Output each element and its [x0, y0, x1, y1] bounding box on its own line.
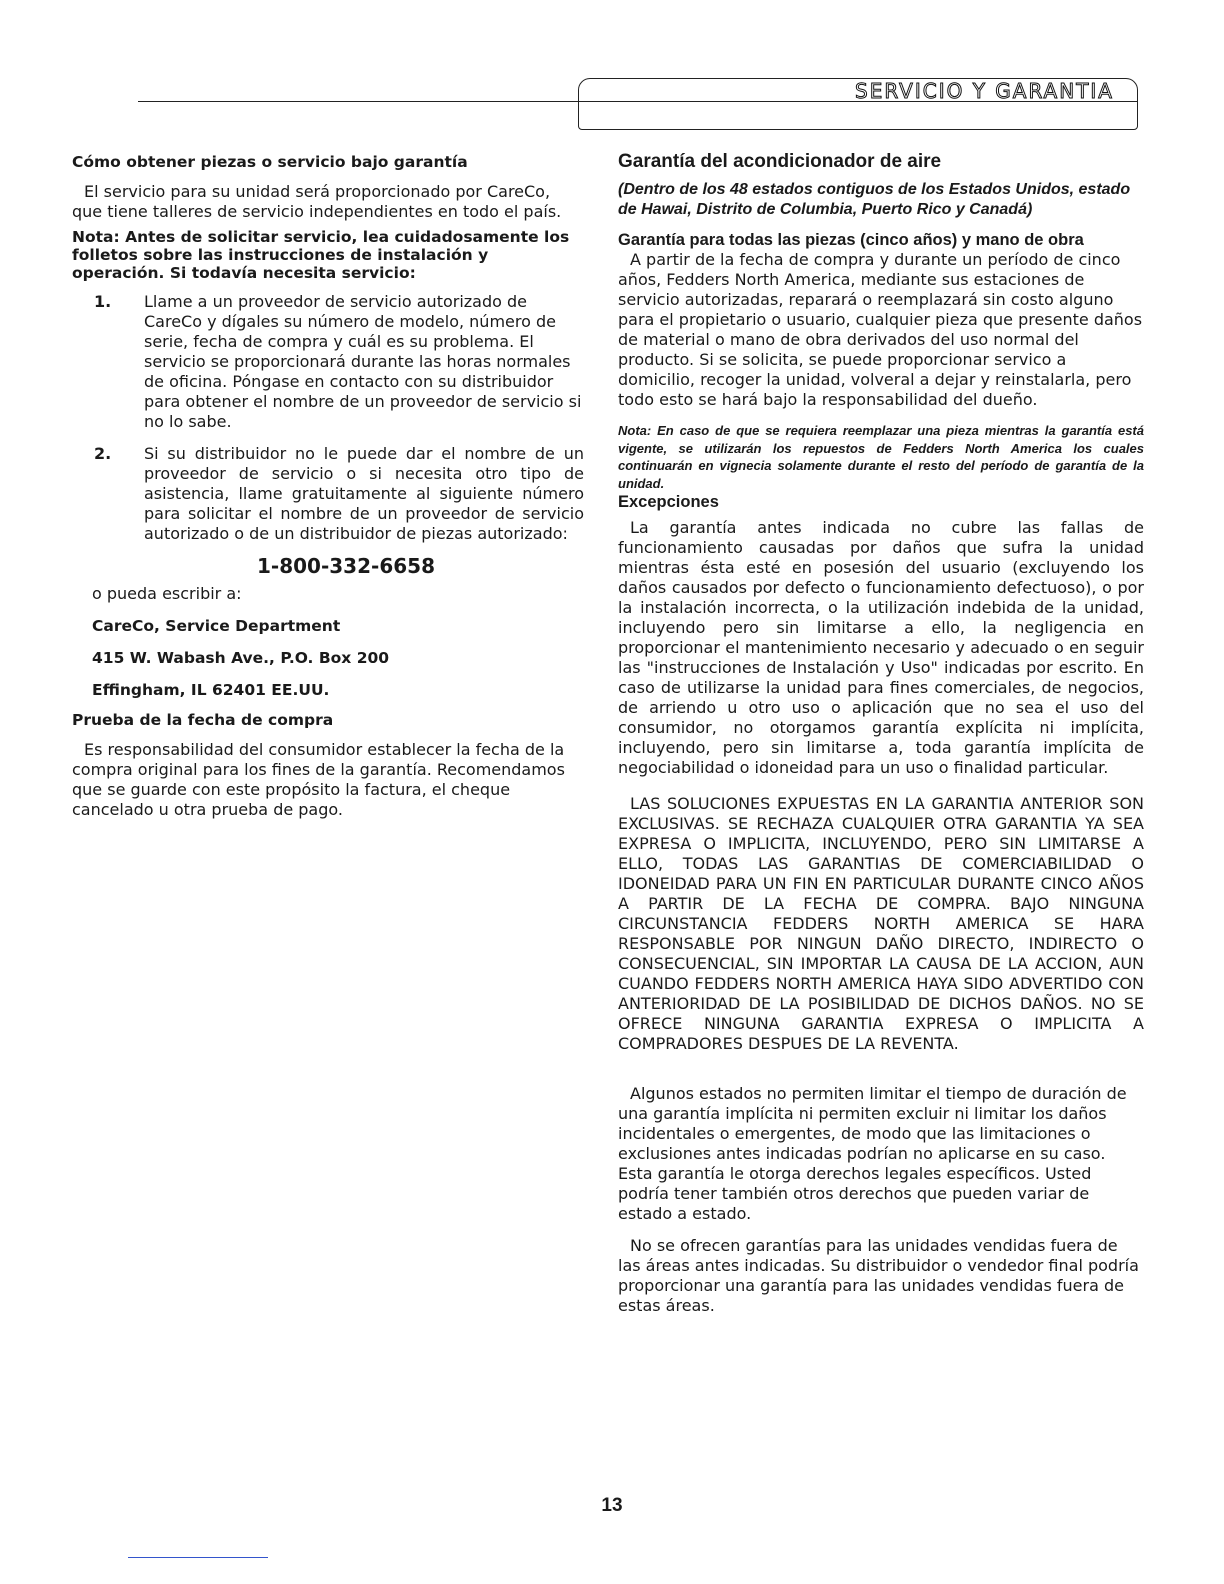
outside-areas-text: No se ofrecen garantías para las unidades vendidas fuera de las áreas antes indicadas. Su distribuidor o vendedor final podría proporcionar una garantía para las unidades vendidas fuera de estas áreas. [618, 1236, 1139, 1315]
section-title: SERVICIO Y GARANTIA [855, 79, 1114, 103]
left-column [72, 152, 584, 820]
proof-of-purchase-heading: Prueba de la fecha de compra [72, 711, 334, 729]
step-text: Si su distribuidor no le puede dar el nombre de un proveedor de servicio o si necesita otro tipo de asistencia, llame gratuitamente al siguiente número para solicitar el nombre de un proveedor de servicio autorizado o de un distribuidor de piezas autorizado: [144, 444, 584, 543]
exceptions-heading: Excepciones [618, 493, 719, 511]
footer-line [128, 1557, 268, 1558]
address-line: Effingham, IL 62401 EE.UU. [92, 681, 330, 699]
service-steps [72, 292, 584, 544]
header-rule [138, 101, 578, 102]
disclaimer-text: LAS SOLUCIONES EXPUESTAS EN LA GARANTIA ANTERIOR SON EXCLUSIVAS. SE RECHAZA CUALQUIER OTRA GARANTIA YA SEA EXPRESA O IMPLICITA, INCLUYENDO, PERO SIN LIMITARSE A ELLO, TODAS LAS GARANTIAS DE COMERCIABILIDAD O IDONEIDAD PARA UN FIN EN PARTICULAR DURANTE CINCO AÑOS A PARTIR DE LA FECHA DE COMPRA. BAJO NINGUNA CIRCUNSTANCIA FEDDERS NORTH AMERICA SE HARA RESPONSABLE POR NINGUN DAÑO DIRECTO, INDIRECTO O CONSECUENCIAL, SIN IMPORTAR LA CAUSA DE LA ACCION, AUN CUANDO FEDDERS NORTH AMERICA HAYA SIDO ADVERTIDO CON ANTERIORIDAD DE LA POSIBILIDAD DE DICHOS DAÑOS. NO SE OFRECE NINGUNA GARANTIA EXPRESA O IMPLICITA A COMPRADORES DESPUES DE LA REVENTA. [618, 794, 1144, 1053]
list-item [72, 292, 584, 432]
step-text: Llame a un proveedor de servicio autorizado de CareCo y dígales su número de modelo, número de serie, fecha de compra y cuál es su problema. El servicio se proporcionará durante las horas normales de oficina. Póngase en contacto con su distribuidor para obtener el nombre de un proveedor de servicio si no lo sabe. [144, 292, 582, 431]
right-column [618, 150, 1144, 1316]
list-item [72, 444, 584, 544]
service-note: Nota: Antes de solicitar servicio, lea cuidadosamente los folletos sobre las instrucciones de instalación y operación. Si todavía necesita servicio: [72, 228, 570, 282]
page-number: 13 [601, 1495, 623, 1516]
phone-number: 1-800-332-6658 [257, 554, 435, 578]
parts-labor-text: A partir de la fecha de compra y durante un período de cinco años, Fedders North America, mediante sus estaciones de servicio autorizadas, reparará o reemplazará sin costo alguno para el propietario o usuario, cualquier pieza que presente daños de material o mano de obra derivados del uso normal del producto. Si se solicita, se puede proporcionar servico a domicilio, recoger la unidad, volveral a dejar y reinstalarla, pero todo esto se hará bajo la responsabilidad del dueño. [618, 250, 1143, 409]
warranty-service-heading: Cómo obtener piezas o servicio bajo garantía [72, 153, 468, 171]
step-number: 2. [94, 444, 112, 463]
parts-labor-heading: Garantía para todas las piezas (cinco años) y mano de obra [618, 231, 1084, 249]
state-rights-text: Algunos estados no permiten limitar el tiempo de duración de una garantía implícita ni permiten excluir ni limitar los daños incidentales o emergentes, de modo que las limitaciones o exclusiones antes indicadas podrían no aplicarse en su caso. Esta garantía le otorga derechos legales específicos. Usted podría tener también otros derechos que pueden variar de estado a estado. [618, 1084, 1127, 1223]
replacement-note: Nota: En caso de que se requiera reemplazar una pieza mientras la garantía está vigente, se utilizarán los repuestos de Fedders North America los cuales continuarán en vignecia solamente durante el resto del período de garantía de la unidad. [618, 423, 1144, 491]
warranty-heading: Garantía del acondicionador de aire [618, 151, 942, 172]
proof-of-purchase-text: Es responsabilidad del consumidor establecer la fecha de la compra original para los fines de la garantía. Recomendamos que se guarde con este propósito la factura, el cheque cancelado u otra prueba de pago. [72, 740, 565, 819]
exceptions-text: La garantía antes indicada no cubre las fallas de funcionamiento causadas por daños que sufra la unidad mientras ésta esté en posesión del usuario (excluyendo los daños causados por defecto o funcionamiento defectuoso), o por la instalación incorrecta, o la utilización indebida de la unidad, incluyendo pero sin limitarse a ello, la negligencia en proporcionar el mantenimiento necesario y adecuado o en seguir las "instrucciones de Instalación y Uso" indicadas por escrito. En caso de utilizarse la unidad para fines comerciales, de negocios, de arriendo u otro uso o aplicación que no sea el uso del consumidor, no otorgamos garantía explícita ni implícita, incluyendo, pero sin limitarse a, toda garantía implícita de negociabilidad o idoneidad para un uso o finalidad particular. [618, 518, 1144, 777]
warranty-scope: (Dentro de los 48 estados contiguos de los Estados Unidos, estado de Hawai, Distrito de Columbia, Puerto Rico y Canadá) [618, 181, 1131, 218]
address-line: 415 W. Wabash Ave., P.O. Box 200 [92, 649, 390, 667]
address-line: CareCo, Service Department [92, 617, 341, 635]
write-to-label: o pueda escribir a: [92, 584, 242, 603]
step-number: 1. [94, 292, 112, 311]
service-intro: El servicio para su unidad será proporcionado por CareCo, que tiene talleres de servicio independientes en todo el país. [72, 182, 562, 221]
